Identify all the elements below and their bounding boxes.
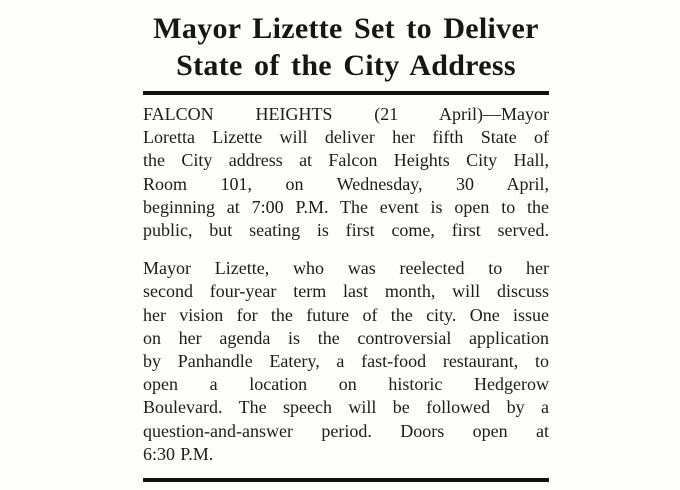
headline-line-1: Mayor Lizette Set to Deliver xyxy=(153,12,539,45)
text-line: beginning at 7:00 P.M. The event is open to the xyxy=(143,196,549,217)
article xyxy=(143,10,549,482)
text-line: public, but seating is first come, first served. xyxy=(143,220,549,241)
text-line: her vision for the future of the city. One issue xyxy=(143,304,549,325)
headline-rule xyxy=(143,91,549,95)
body-paragraph-1 xyxy=(143,103,549,242)
text-line: Room 101, on Wednesday, 30 April, xyxy=(143,173,549,194)
text-line: 6:30 P.M. xyxy=(143,443,214,464)
text-line: second four-year term last month, will discuss xyxy=(143,281,549,302)
text-line: Mayor Lizette, who was reelected to her xyxy=(143,258,549,279)
text-line: by Panhandle Eatery, a fast-food restaurant, to xyxy=(143,351,549,372)
text-line: FALCON HEIGHTS (21 April)—Mayor xyxy=(143,104,549,124)
text-line: Boulevard. The speech will be followed by a xyxy=(143,397,549,418)
text-line: on her agenda is the controversial application xyxy=(143,327,549,348)
article-headline xyxy=(143,10,549,84)
text-line: the City address at Falcon Heights City Hall, xyxy=(143,150,549,171)
headline-line-2: State of the City Address xyxy=(176,49,516,82)
text-line: question-and-answer period. Doors open at xyxy=(143,420,549,441)
bottom-rule xyxy=(143,478,549,482)
text-line: Loretta Lizette will deliver her fifth State of xyxy=(143,127,549,148)
body-paragraph-2 xyxy=(143,257,549,466)
text-line: open a location on historic Hedgerow xyxy=(143,374,549,395)
